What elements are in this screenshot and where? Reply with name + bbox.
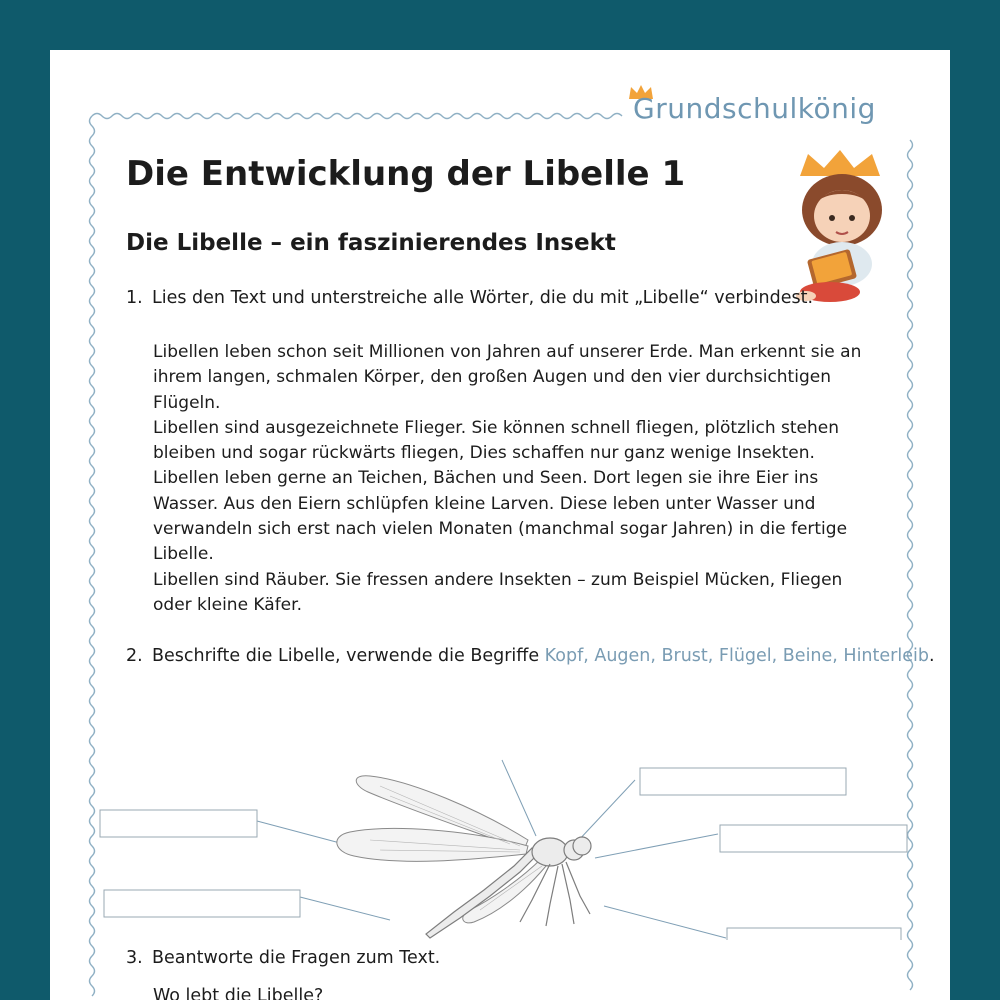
worksheet xyxy=(50,50,950,1000)
term-list: Kopf, Augen, Brust, Flügel, Beine, Hinterleib xyxy=(544,646,929,666)
dragonfly-diagram xyxy=(50,700,950,940)
task-number: 3. xyxy=(126,948,143,968)
label-box[interactable] xyxy=(727,928,901,940)
question-1: Wo lebt die Libelle? xyxy=(153,986,324,1000)
paragraph: Libellen leben gerne an Teichen, Bächen und Seen. Dort legen sie ihre Eier ins Wasser. Aus den Eiern schlüpfen kleine Larven. Diese leben unter Wasser und verwandeln sich erst nach vielen Monaten (manchmal sogar Jahren) in die fertige Libelle. xyxy=(153,468,848,565)
page-title: Die Entwicklung der Libelle 1 xyxy=(126,154,686,194)
task-3 xyxy=(126,948,440,968)
label-box[interactable] xyxy=(100,810,257,837)
task-2 xyxy=(126,646,935,666)
paragraph: Libellen sind Räuber. Sie fressen andere Insekten – zum Beispiel Mücken, Fliegen oder kleine Käfer. xyxy=(153,569,843,615)
brand-logo: Grundschulkönig xyxy=(633,92,876,125)
label-box[interactable] xyxy=(720,825,907,852)
paragraph: Libellen leben schon seit Millionen von Jahren auf unserer Erde. Man erkennt sie an ihrem langen, schmalen Körper, den großen Augen und den vier durchsichtigen Flügeln. xyxy=(153,342,862,413)
task-text: Beantworte die Fragen zum Text. xyxy=(152,948,441,968)
task-text: Lies den Text und unterstreiche alle Wörter, die du mit „Libelle“ verbindest. xyxy=(152,288,814,308)
reading-text xyxy=(153,340,883,618)
label-box[interactable] xyxy=(104,890,300,917)
task-number: 1. xyxy=(126,288,143,308)
task-text: Beschrifte die Libelle, verwende die Begriffe xyxy=(152,646,545,666)
paragraph: Libellen sind ausgezeichnete Flieger. Sie können schnell fliegen, plötzlich stehen bleiben und sogar rückwärts fliegen, Dies schaffen nur ganz wenige Insekten. xyxy=(153,417,839,464)
task-number: 2. xyxy=(126,646,143,666)
page-subtitle: Die Libelle – ein faszinierendes Insekt xyxy=(126,230,616,256)
task-1 xyxy=(126,288,813,308)
reading-girl-illustration xyxy=(790,146,900,306)
task-end: . xyxy=(928,646,935,666)
label-box[interactable] xyxy=(640,768,846,795)
